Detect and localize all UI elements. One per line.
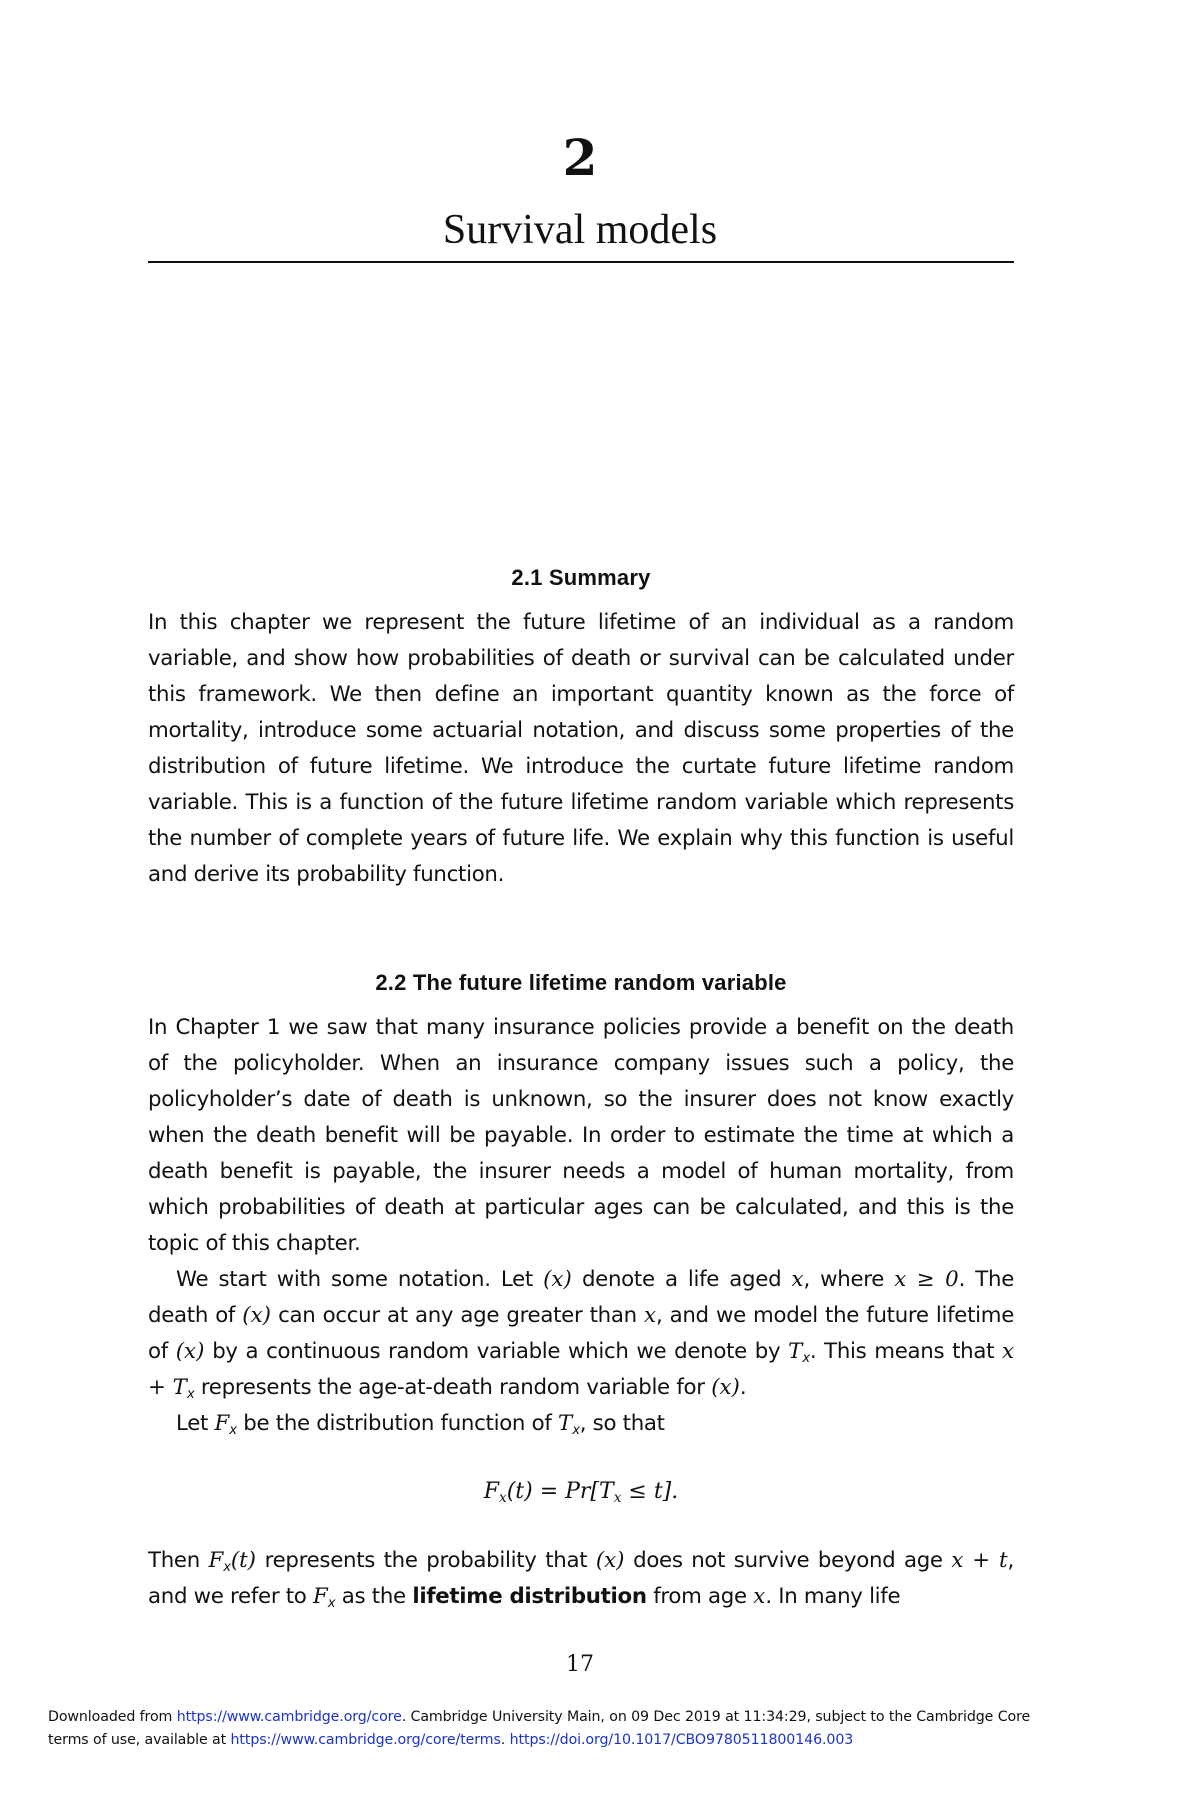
section-heading-summary: 2.1 Summary	[511, 565, 651, 590]
cambridge-terms-link[interactable]: https://www.cambridge.org/core/terms	[230, 1732, 501, 1748]
section-heading-future-lifetime: 2.2 The future lifetime random variable	[375, 970, 787, 995]
distribution-equation: $F_x(t) = Pr[T_x \le t]$.	[483, 1479, 679, 1507]
distribution-paragraph: Let $F_x$ be the distribution function of $T_x$, so that	[176, 1411, 665, 1438]
download-footer: Downloaded from https://www.cambridge.org/core. Cambridge University Main, on 09 Dec 2019 at 11:34:29, subject to the Cambridge Core terms of use, available at https://www.cambridge.org/core/terms. https://doi.org/10.1017/CBO9780511800146.003	[48, 1709, 1031, 1748]
summary-paragraph: In this chapter we represent the future lifetime of an individual as a random variable, and show how probabilities of death or survival can be calculated under this framework. We then define an important quantity known as the force of mortality, introduce some actuarial notation, and discuss some properties of the distribution of future lifetime. We introduce the curtate future lifetime random variable. This is a function of the future lifetime random variable which represents the number of complete years of future life. We explain why this function is useful and derive its probability function.	[148, 610, 1014, 887]
chapter-title: Survival models	[442, 207, 718, 253]
title-divider	[148, 261, 1014, 263]
lifetime-distribution-term: lifetime distribution	[412, 1584, 647, 1609]
notation-paragraph: We start with some notation. Let (x) denote a life aged x, where x ≥ 0. The death of (x) can occur at any age greater than x, and we model the future lifetime of (x) by a continuous random variable which we denote by $T_x$. This means that $x + T_x$ represents the age-at-death random variable for (x).	[148, 1267, 1015, 1402]
page-number: 17	[566, 1652, 594, 1677]
intro-paragraph: In Chapter 1 we saw that many insurance policies provide a benefit on the death of the policyholder. When an insurance company issues such a policy, the policyholder’s date of death is unknown, so the insurer does not know exactly when the death benefit will be payable. In order to estimate the time at which a death benefit is payable, the insurer needs a model of human mortality, from which probabilities of death at particular ages can be calculated, and this is the topic of this chapter.	[148, 1015, 1014, 1256]
doi-link[interactable]: https://doi.org/10.1017/CBO9780511800146.003	[509, 1732, 854, 1748]
lifetime-distribution-paragraph: Then $F_x(t)$ represents the probability that (x) does not survive beyond age x + t, and we refer to $F_x$ as the lifetime distribution from age x. In many life	[148, 1548, 1015, 1611]
chapter-number: 2	[562, 128, 598, 187]
cambridge-core-link[interactable]: https://www.cambridge.org/core	[176, 1709, 402, 1725]
